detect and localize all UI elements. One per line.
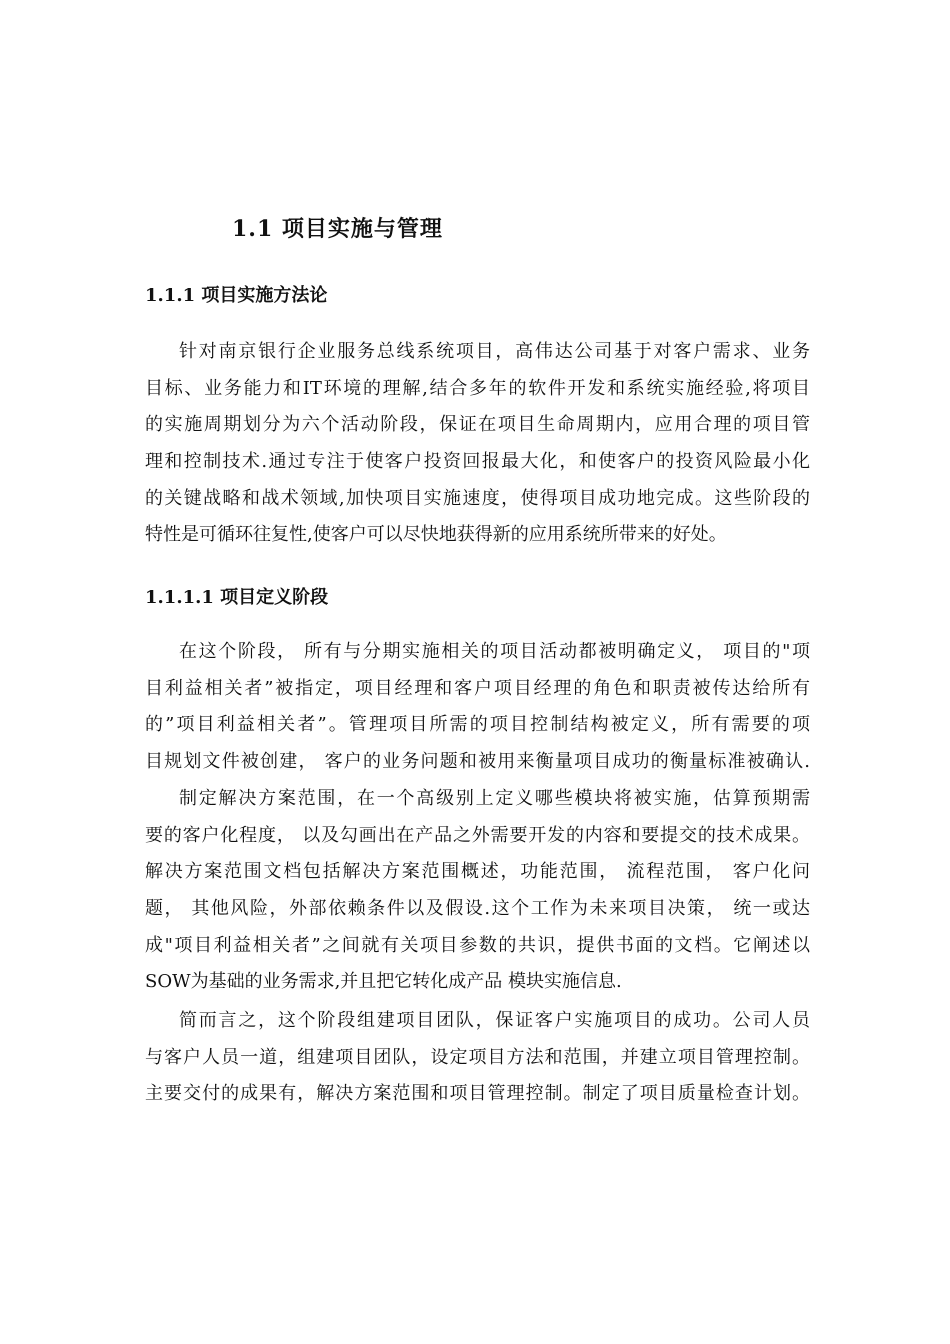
paragraph-line: 简而言之，这个阶段组建项目团队，保证客户实施项目的成功。公司人员 [179,1010,810,1031]
paragraph-methodology [145,334,810,554]
paragraph-line: 要的客户化程度， 以及勾画出在产品之外需要开发的内容和要提交的技术成果。 [145,824,810,846]
paragraph-line: SOW为基础的业务需求,并且把它转化成产品 模块实施信息. [145,971,622,993]
paragraph-line: 成"项目利益相关者”之间就有关项目参数的共识，提供书面的文档。它阐述以 [145,934,810,956]
paragraph-line: 解决方案范围文档包括解决方案范围概述，功能范围， 流程范围， 客户化问 [145,861,810,883]
paragraph-line: 目利益相关者”被指定，项目经理和客户项目经理的角色和职责被传达给所有 [145,677,810,699]
paragraph-line: 理和控制技术.通过专注于使客户投资回报最大化，和使客户的投资风险最小化 [145,451,810,473]
paragraph-solution-scope [145,781,810,1001]
paragraph-line: 目标、业务能力和IT环境的理解,结合多年的软件开发和系统实施经验,将项目 [145,377,810,399]
paragraph-line: 的关键战略和战术领域,加快项目实施速度，使得项目成功地完成。这些阶段的 [145,487,810,509]
paragraph-line: 特性是可循环往复性,使客户可以尽快地获得新的应用系统所带来的好处。 [145,524,727,546]
paragraph-line: 题， 其他风险，外部依赖条件以及假设.这个工作为未来项目决策， 统一或达 [145,898,810,920]
paragraph-definition [145,634,810,781]
section-heading-1-1-1: 1.1.1 项目实施方法论 [145,285,328,306]
paragraph-line: 主要交付的成果有，解决方案范围和项目管理控制。制定了项目质量检查计划。 [145,1083,810,1105]
section-heading-1-1: 1.1 项目实施与管理 [232,216,443,242]
paragraph-line: 针对南京银行企业服务总线系统项目，高伟达公司基于对客户需求、业务 [179,341,810,362]
paragraph-line: 制定解决方案范围，在一个高级别上定义哪些模块将被实施，估算预期需 [179,788,810,809]
paragraph-line: 与客户人员一道，组建项目团队，设定项目方法和范围，并建立项目管理控制。 [145,1046,810,1068]
paragraph-line: 的实施周期划分为六个活动阶段，保证在项目生命周期内，应用合理的项目管 [145,414,810,436]
section-heading-1-1-1-1: 1.1.1.1 项目定义阶段 [145,587,329,608]
paragraph-line: 的”项目利益相关者”。管理项目所需的项目控制结构被定义，所有需要的项 [145,714,810,736]
paragraph-line: 目规划文件被创建， 客户的业务问题和被用来衡量项目成功的衡量标准被确认. [145,751,810,773]
paragraph-summary [145,1003,810,1113]
paragraph-line: 在这个阶段， 所有与分期实施相关的项目活动都被明确定义， 项目的"项 [179,641,810,662]
